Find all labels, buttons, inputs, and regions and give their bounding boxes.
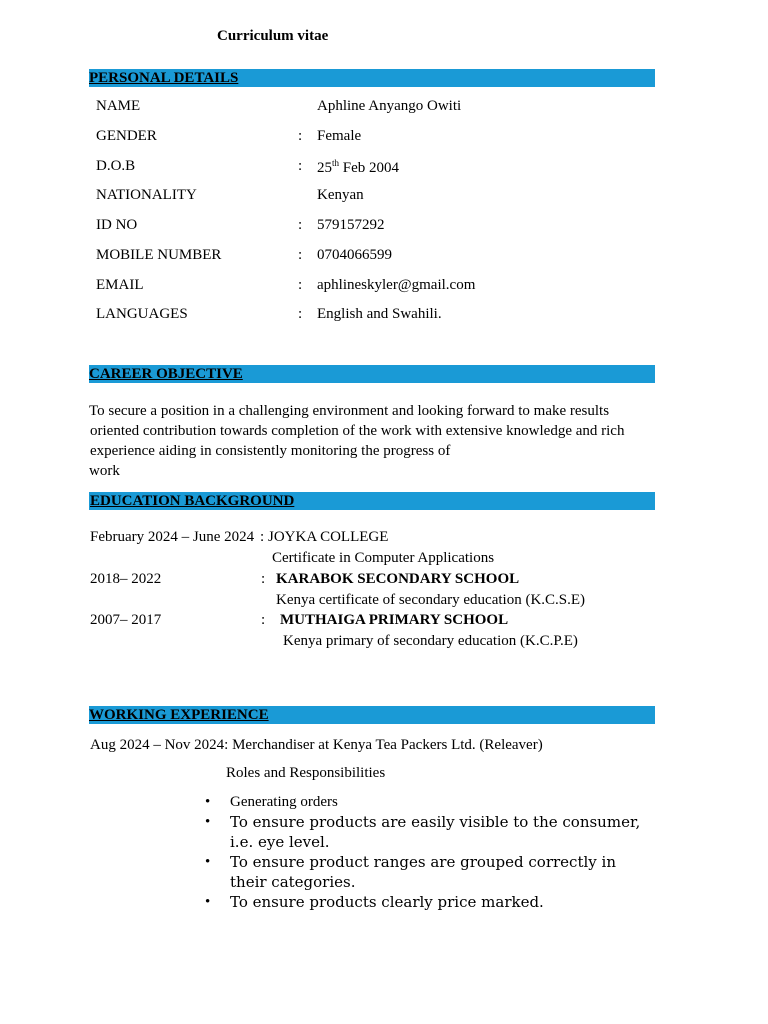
edu-school: MUTHAIGA PRIMARY SCHOOL xyxy=(280,612,509,628)
label-languages: LANGUAGES xyxy=(96,306,188,322)
value-mobile: 0704066599 xyxy=(317,247,392,263)
value-dob xyxy=(317,158,399,177)
list-item xyxy=(205,792,650,812)
label-gender: GENDER xyxy=(96,128,157,144)
list-item xyxy=(205,852,650,892)
value-email: aphlineskyler@gmail.com xyxy=(317,277,476,293)
value-languages: English and Swahili. xyxy=(317,306,442,322)
label-id: ID NO xyxy=(96,217,138,233)
colon-email: : xyxy=(298,277,303,293)
duty-text: To ensure products are easily visible to the consumer, i.e. eye level. xyxy=(230,813,641,851)
duties-list xyxy=(205,792,650,912)
dob-suffix: th xyxy=(332,158,340,168)
dob-month-year: Feb 2004 xyxy=(339,160,400,176)
label-nationality: NATIONALITY xyxy=(96,187,197,203)
section-heading-personal: PERSONAL DETAILS xyxy=(89,70,239,86)
edu-colon: : xyxy=(261,571,266,587)
colon-gender: : xyxy=(298,128,303,144)
section-bar-career xyxy=(89,365,655,383)
value-name: Aphline Anyango Owiti xyxy=(317,98,462,114)
career-line: experience aiding in consistently monitoring the progress of xyxy=(90,443,451,459)
duty-text: To ensure product ranges are grouped correctly in their categories. xyxy=(230,853,616,891)
edu-school: KARABOK SECONDARY SCHOOL xyxy=(276,571,520,587)
edu-school: JOYKA COLLEGE xyxy=(268,529,389,545)
label-dob: D.O.B xyxy=(96,158,136,174)
colon-languages: : xyxy=(298,306,303,322)
section-bar-education xyxy=(89,492,655,510)
duty-text: To ensure products clearly price marked. xyxy=(230,893,544,911)
edu-colon: : xyxy=(260,529,265,545)
value-id: 579157292 xyxy=(317,217,385,233)
section-heading-education: EDUCATION BACKGROUND xyxy=(90,493,295,509)
label-mobile: MOBILE NUMBER xyxy=(96,247,222,263)
career-line: To secure a position in a challenging environment and looking forward to make results xyxy=(89,403,610,419)
bullet-icon: • xyxy=(205,894,211,910)
edu-detail: Kenya certificate of secondary education (K.C.S.E) xyxy=(276,592,586,608)
edu-detail: Certificate in Computer Applications xyxy=(272,550,495,566)
edu-period: 2007– 2017 xyxy=(90,612,162,628)
roles-heading: Roles and Responsibilities xyxy=(226,765,386,781)
duty-text: Generating orders xyxy=(230,794,338,810)
edu-period: 2018– 2022 xyxy=(90,571,162,587)
label-email: EMAIL xyxy=(96,277,144,293)
edu-colon: : xyxy=(261,612,266,628)
edu-period: February 2024 – June 2024 xyxy=(90,529,255,545)
colon-mobile: : xyxy=(298,247,303,263)
value-gender: Female xyxy=(317,128,362,144)
value-nationality: Kenyan xyxy=(317,187,364,203)
bullet-icon: • xyxy=(205,854,211,870)
job-title: Aug 2024 – Nov 2024: Merchandiser at Kenya Tea Packers Ltd. (Releaver) xyxy=(90,737,543,753)
dob-day: 25 xyxy=(317,160,332,176)
career-line: work xyxy=(89,463,120,479)
colon-dob: : xyxy=(298,158,303,174)
colon-id: : xyxy=(298,217,303,233)
section-heading-work: WORKING EXPERIENCE xyxy=(89,707,269,723)
section-bar-work xyxy=(89,706,655,724)
list-item xyxy=(205,892,650,912)
career-objective-text xyxy=(89,401,649,481)
section-heading-career: CAREER OBJECTIVE xyxy=(89,366,243,382)
bullet-icon: • xyxy=(205,794,211,810)
list-item xyxy=(205,812,650,852)
bullet-icon: • xyxy=(205,814,211,830)
section-bar-personal xyxy=(89,69,655,87)
document-title: Curriculum vitae xyxy=(217,28,329,44)
career-line: oriented contribution towards completion of the work with extensive knowledge and rich xyxy=(90,423,625,439)
label-name: NAME xyxy=(96,98,141,114)
edu-detail: Kenya primary of secondary education (K.C.P.E) xyxy=(283,633,578,649)
